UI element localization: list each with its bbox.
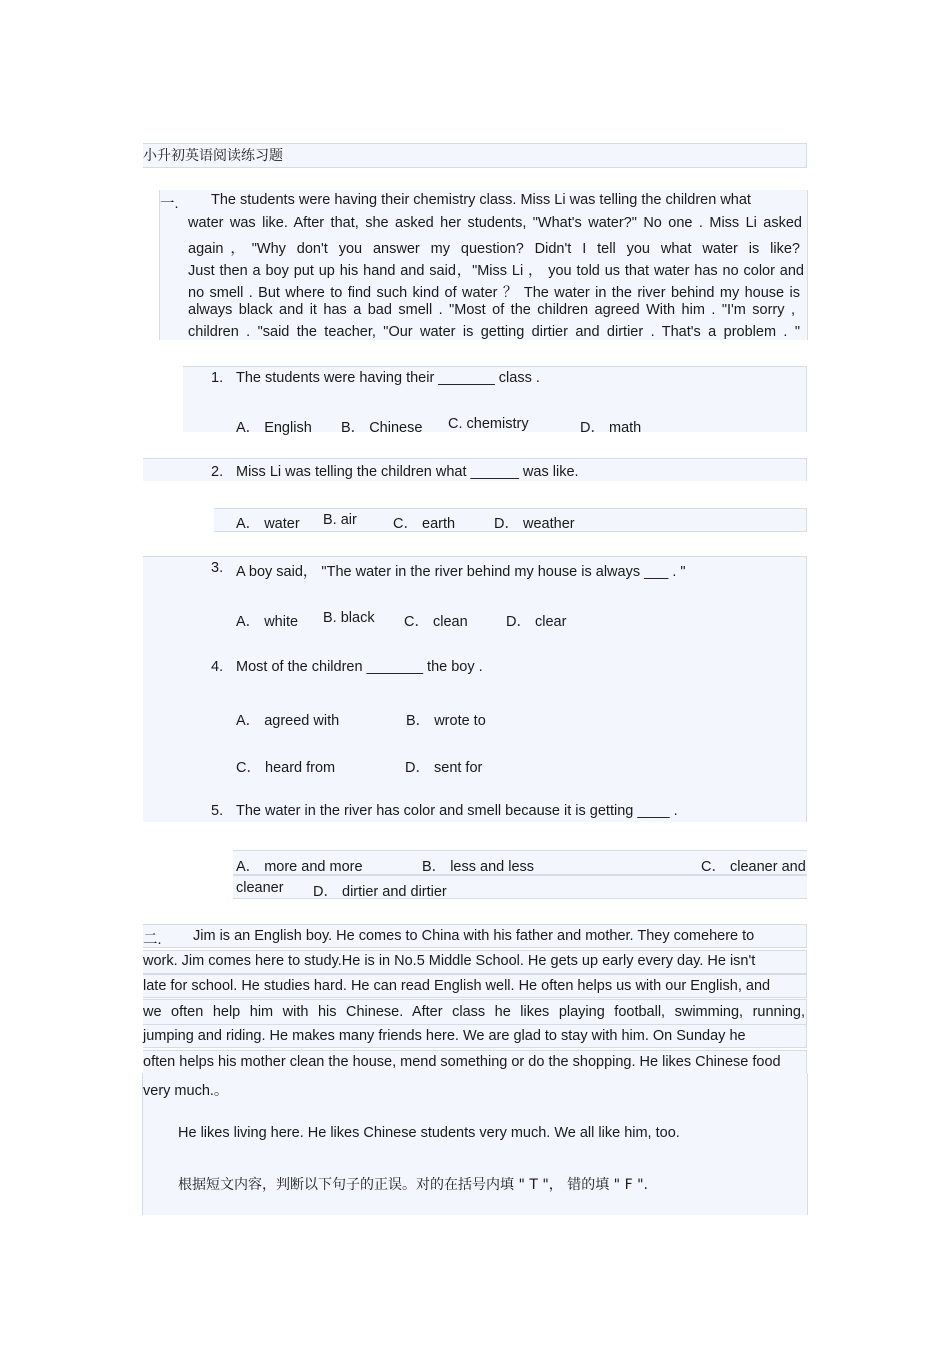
option: C． earth: [393, 516, 456, 532]
instruction-text: 根据短文内容，判断以下句子的正误。对的在括号内填 " T "， 错的填 " F ".: [178, 1177, 648, 1193]
passage-1-line: water was like. After that, she asked her students, "What's water?" No one . Miss Li asked: [188, 215, 802, 231]
option: D． math: [580, 420, 642, 436]
option: B． less and less: [422, 859, 535, 875]
option: B． wrote to: [406, 713, 486, 729]
question-number: 3.: [211, 560, 224, 576]
option: A． water: [236, 516, 300, 532]
option: cleaner: [236, 880, 284, 896]
question-text: Most of the children _______ the boy .: [236, 659, 483, 675]
question-number: 4.: [211, 659, 224, 675]
option: C． heard from: [236, 760, 336, 776]
passage-1-line: no smell . But where to find such kind of water ？ The water in the river behind my house is: [188, 285, 800, 301]
option: C. chemistry: [448, 416, 529, 432]
passage-2-line: jumping and riding. He makes many friends here. We are glad to stay with him. On Sunday he: [143, 1028, 746, 1044]
section-1-marker: 一.: [160, 196, 179, 212]
question-number: 1.: [211, 370, 224, 386]
option: A． English: [236, 420, 312, 436]
passage-1-line: children . "said the teacher, "Our water is getting dirtier and dirtier . That's a problem . ": [188, 324, 800, 340]
option: B. black: [323, 610, 375, 626]
question-text: A boy said， "The water in the river behind my house is always ___ . ": [236, 564, 686, 580]
option: D． sent for: [405, 760, 483, 776]
option: C． clean: [404, 614, 468, 630]
option: B. air: [323, 512, 357, 528]
passage-1-line: always black and it has a bad smell . "Most of the children agreed With him . "I'm sorry ,: [188, 302, 795, 318]
passage-2-line: often helps his mother clean the house, mend something or do the shopping. He likes Chinese food: [143, 1054, 781, 1070]
question-text: Miss Li was telling the children what ______ was like.: [236, 464, 579, 480]
passage-1-line: The students were having their chemistry class. Miss Li was telling the children what: [211, 192, 751, 208]
question-text: The water in the river has color and smell because it is getting ____ .: [236, 803, 678, 819]
option: D． clear: [506, 614, 567, 630]
option: A． white: [236, 614, 299, 630]
passage-2-line: late for school. He studies hard. He can read English well. He often helps us with our English, and: [143, 978, 771, 994]
passage-2-line: work. Jim comes here to study.He is in No.5 Middle School. He gets up early every day. He isn't: [143, 953, 756, 969]
question-number: 2.: [211, 464, 224, 480]
page-title: 小升初英语阅读练习题: [143, 148, 283, 164]
questions-3-5-box: [143, 556, 807, 822]
option: C． cleaner and: [701, 859, 806, 875]
passage-2-line: Jim is an English boy. He comes to China with his father and mother. They comehere to: [193, 928, 755, 944]
question-text: The students were having their _______ class .: [236, 370, 540, 386]
question-number: 5.: [211, 803, 224, 819]
passage-2-line: very much.。: [143, 1083, 229, 1099]
section-2-marker: 二.: [143, 932, 162, 948]
passage-1-line: again，"Why don't you answer my question? Didn't I tell you what water is like?: [188, 241, 800, 257]
option: A． more and more: [236, 859, 363, 875]
option: D． dirtier and dirtier: [313, 884, 447, 900]
passage-2-line: we often help him with his Chinese. After class he likes playing football, swimming, running,: [143, 1004, 805, 1020]
passage-2-line: He likes living here. He likes Chinese students very much. We all like him, too.: [178, 1125, 680, 1141]
option: B． Chinese: [341, 420, 423, 436]
passage-1-line: Just then a boy put up his hand and said，"Miss Li ， you told us that water has no color and: [188, 263, 804, 279]
option: D． weather: [494, 516, 575, 532]
option: A． agreed with: [236, 713, 340, 729]
